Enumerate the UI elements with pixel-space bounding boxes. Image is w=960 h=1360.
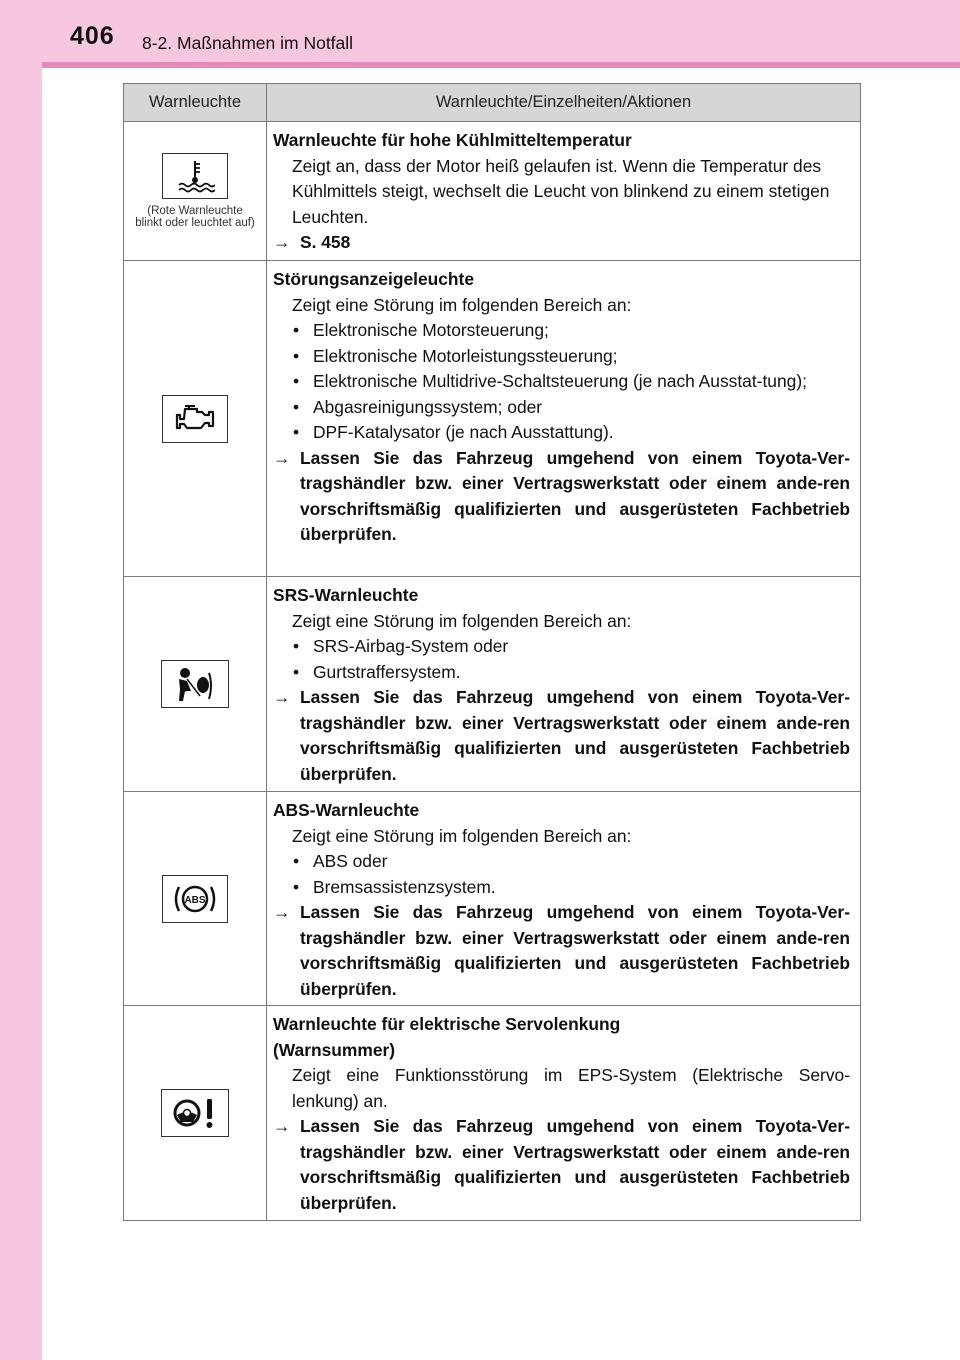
list-item: • DPF-Katalysator (je nach Ausstattung).	[273, 420, 850, 446]
table-row	[124, 261, 860, 577]
details-cell	[267, 122, 860, 260]
details-cell	[267, 261, 860, 576]
row-description: Zeigt eine Störung im folgenden Bereich an:	[292, 610, 632, 631]
col-header-details: Warnleuchte/Einzelheiten/Aktionen	[435, 93, 692, 111]
table-header	[124, 84, 860, 122]
row-description: Zeigt eine Funktionsstörung im EPS-System (Elektrische Servo-lenkung) an.	[292, 1065, 850, 1111]
side-margin-bar	[0, 0, 42, 1360]
list-item: • Abgasreinigungssystem; oder	[273, 395, 850, 421]
row-title: SRS-Warnleuchte	[273, 585, 419, 605]
arrow-icon: →	[273, 1116, 291, 1136]
icon-cell	[124, 122, 267, 260]
details-cell	[267, 1006, 860, 1220]
page-number: 406	[70, 22, 115, 50]
action-text: Lassen Sie das Fahrzeug umgehend von einem Toyota-Ver-tragshändler bzw. einer Vertragswerkstatt oder einem ande-ren vorschriftsmäßig qualifizierten und ausgerüsteten Fachbetrieb überprüfen.	[300, 1116, 850, 1213]
header-accent-strip	[42, 62, 960, 68]
action-text: Lassen Sie das Fahrzeug umgehend von einem Toyota-Ver-tragshändler bzw. einer Vertragswerkstatt oder einem ande-ren vorschriftsmäßig qualifizierten und ausgerüsteten Fachbetrieb überprüfen.	[300, 687, 850, 784]
row-description: Zeigt eine Störung im folgenden Bereich an:	[292, 825, 632, 846]
row-title: Störungsanzeigeleuchte	[273, 269, 474, 289]
engine-malfunction-icon	[162, 395, 228, 443]
arrow-icon: →	[273, 902, 291, 922]
details-cell	[267, 577, 860, 791]
warning-light-table	[123, 83, 861, 1221]
row-title: Warnleuchte für hohe Kühlmitteltemperatur	[273, 130, 632, 150]
row-title: Warnleuchte für elektrische Servolenkung (Warnsummer)	[273, 1014, 621, 1060]
list-item: • Elektronische Motorleistungssteuerung;	[273, 344, 850, 370]
icon-note: (Rote Warnleuchte blinkt oder leuchtet auf)	[135, 204, 255, 229]
table-row	[124, 122, 860, 261]
arrow-icon: →	[273, 232, 291, 252]
action-instruction	[273, 1114, 850, 1216]
row-description: Zeigt eine Störung im folgenden Bereich an:	[292, 294, 632, 315]
coolant-temperature-icon	[162, 153, 228, 199]
arrow-icon: →	[273, 447, 291, 468]
icon-cell	[124, 1006, 267, 1220]
list-item: • ABS oder	[273, 849, 850, 875]
icon-cell	[124, 577, 267, 791]
icon-cell	[124, 792, 267, 1005]
icon-cell	[124, 261, 267, 576]
page-reference-text[interactable]: S. 458	[300, 232, 351, 252]
action-text: Lassen Sie das Fahrzeug umgehend von einem Toyota-Ver-tragshändler bzw. einer Vertragswerkstatt oder einem ande-ren vorschriftsmäßig qualifizierten und ausgerüsteten Fachbetrieb überprüfen.	[300, 902, 850, 999]
action-instruction	[273, 685, 850, 787]
col-header-warning-light: Warnleuchte	[124, 84, 267, 121]
srs-airbag-icon	[161, 660, 229, 708]
row-title: ABS-Warnleuchte	[273, 800, 420, 820]
details-cell	[267, 792, 860, 1005]
abs-icon	[162, 875, 228, 923]
action-text: Lassen Sie das Fahrzeug umgehend von einem Toyota-Ver-tragshändler bzw. einer Vertragswerkstatt oder einem ande-ren vorschriftsmäßig qualifizierten und ausgerüsteten Fachbetrieb überprüfen.	[300, 447, 850, 544]
page-reference	[273, 230, 850, 256]
arrow-icon: →	[273, 687, 291, 707]
table-row	[124, 792, 860, 1006]
row-description: Zeigt an, dass der Motor heiß gelaufen ist. Wenn die Temperatur des Kühlmittels steigt, wechselt die Leucht von blinkend zu einem stetigen Leuchten.	[292, 155, 830, 227]
table-row	[124, 577, 860, 792]
action-instruction	[273, 900, 850, 1002]
section-title: 8-2. Maßnahmen im Notfall	[142, 33, 354, 53]
list-item: • Elektronische Motorsteuerung;	[273, 318, 850, 344]
list-item: • SRS-Airbag-System oder	[273, 634, 850, 660]
list-item: • Gurtstraffersystem.	[273, 660, 850, 686]
power-steering-icon	[161, 1089, 229, 1137]
table-row	[124, 1006, 860, 1220]
list-item: • Elektronische Multidrive-Schaltsteuerung (je nach Ausstat-tung);	[273, 369, 850, 395]
abs-icon-label: ABS	[184, 894, 206, 906]
list-item: • Bremsassistenzsystem.	[273, 875, 850, 901]
action-instruction	[273, 446, 850, 548]
